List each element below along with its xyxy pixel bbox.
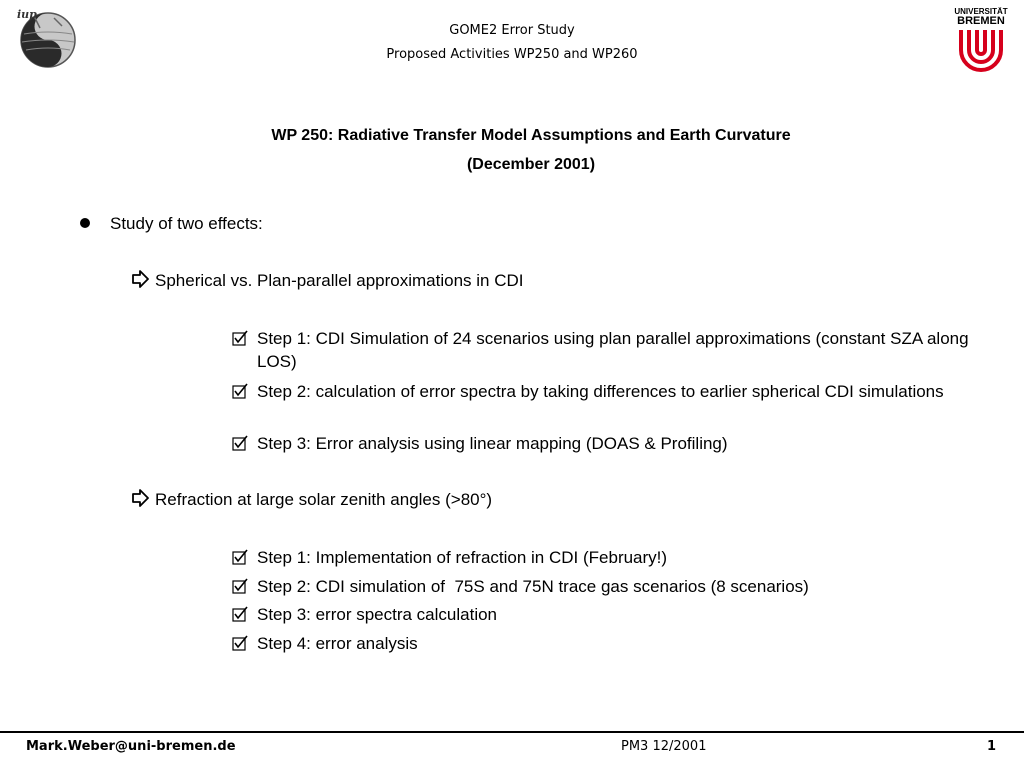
main-bullet-text: Study of two effects: xyxy=(110,214,263,233)
header-title: GOME2 Error Study xyxy=(449,23,575,38)
footer-email: Mark.Weber@uni-bremen.de xyxy=(26,739,236,754)
checkbox-checked-icon xyxy=(232,435,248,451)
step-text: Step 4: error analysis xyxy=(257,634,418,653)
step-text: Step 3: Error analysis using linear mapping (DOAS & Profiling) xyxy=(257,434,728,453)
topic-label: Spherical vs. Plan-parallel approximations in CDI xyxy=(155,271,524,290)
slide-title: WP 250: Radiative Transfer Model Assumptions and Earth Curvature xyxy=(271,127,791,144)
step-text: Step 2: CDI simulation of 75S and 75N trace gas scenarios (8 scenarios) xyxy=(257,577,809,596)
footer-date: PM3 12/2001 xyxy=(621,739,707,754)
checkbox-checked-icon xyxy=(232,606,248,622)
arrow-right-icon xyxy=(131,270,149,288)
page-number: 1 xyxy=(987,739,997,754)
logo-text-universitaet: UNIVERSITÄT xyxy=(954,7,1008,16)
checkbox-checked-icon xyxy=(232,635,248,651)
slide-date: (December 2001) xyxy=(466,156,596,173)
logo-text-bremen: BREMEN xyxy=(957,15,1005,27)
bullet-dot-icon xyxy=(80,218,90,228)
university-bremen-logo xyxy=(953,6,1009,72)
step-text: Step 3: error spectra calculation xyxy=(257,605,498,624)
header-subtitle: Proposed Activities WP250 and WP260 xyxy=(386,47,638,62)
checkbox-checked-icon xyxy=(232,383,248,399)
iup-logo-text: iup xyxy=(17,8,37,21)
checkbox-checked-icon xyxy=(232,578,248,594)
checkbox-checked-icon xyxy=(232,549,248,565)
topic-label: Refraction at large solar zenith angles (>80°) xyxy=(155,490,493,509)
step-text: Step 1: CDI Simulation of 24 scenarios using plan parallel approximations (constant SZA along LOS) xyxy=(257,329,969,371)
step-text: Step 2: calculation of error spectra by taking differences to earlier spherical CDI simulations xyxy=(257,382,944,401)
checkbox-checked-icon xyxy=(232,330,248,346)
step-text: Step 1: Implementation of refraction in CDI (February!) xyxy=(257,548,668,567)
arrow-right-icon xyxy=(131,489,149,507)
footer-divider xyxy=(0,731,1024,733)
